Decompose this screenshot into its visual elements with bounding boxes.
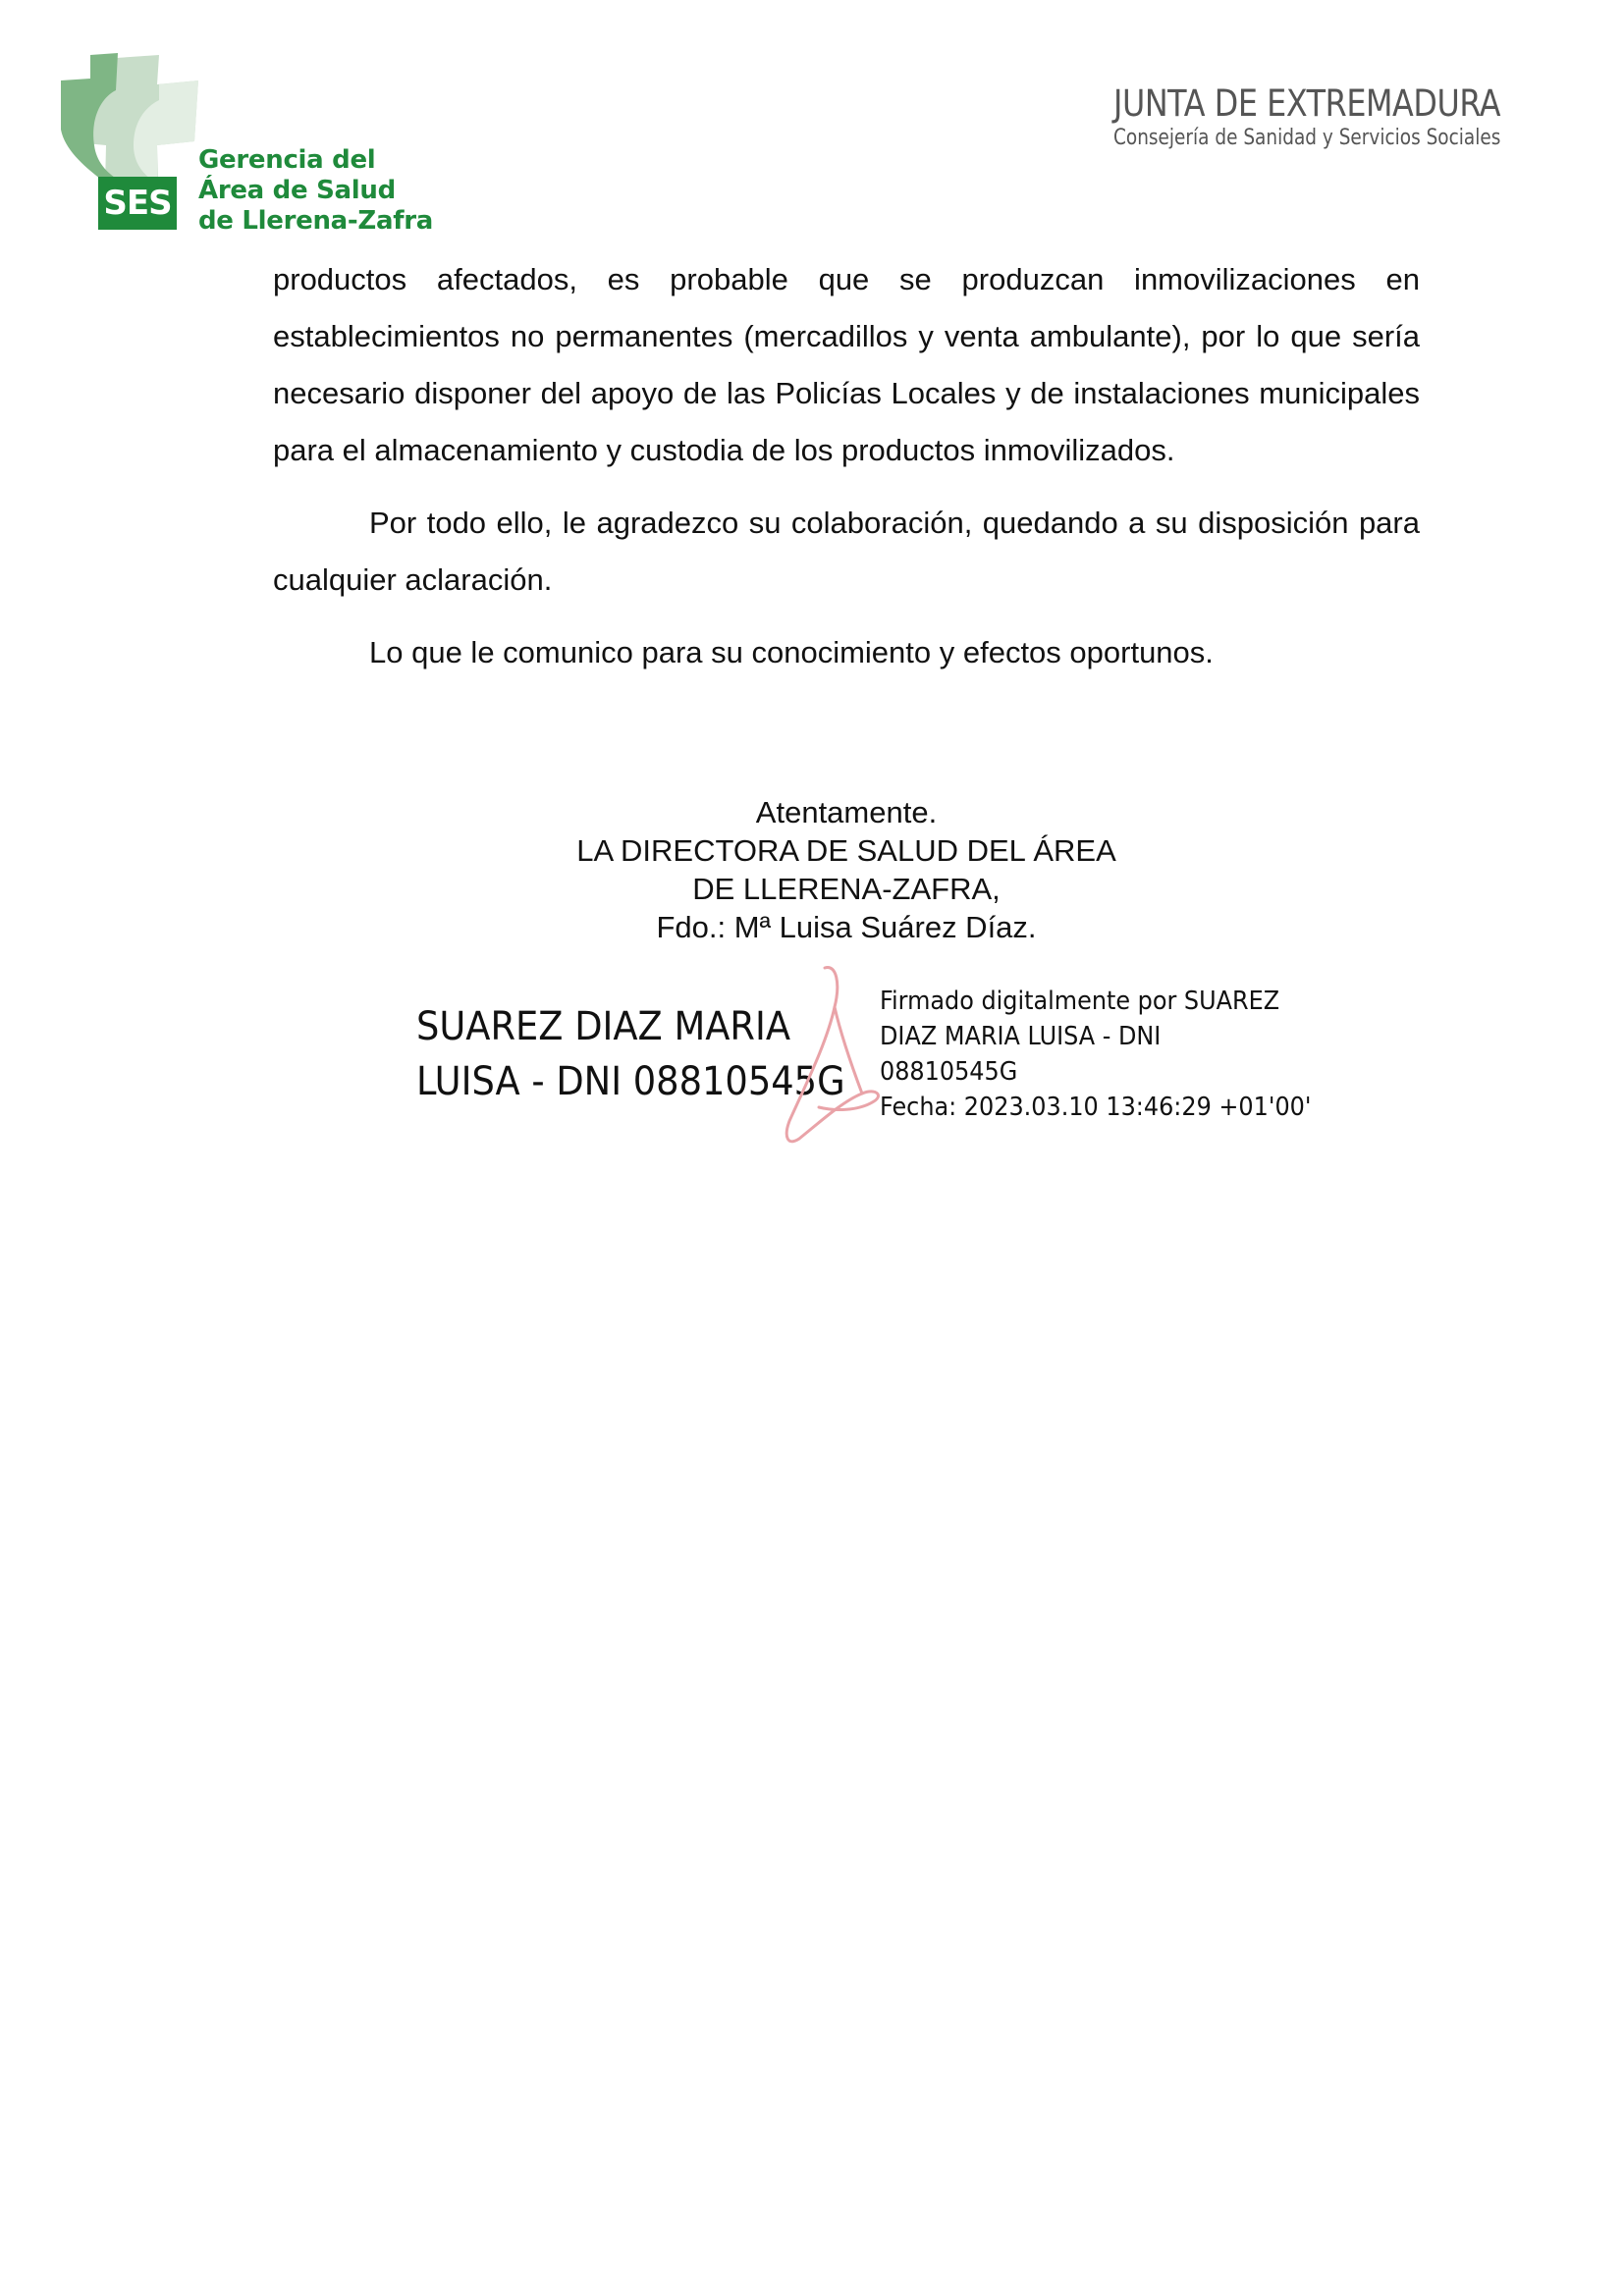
signature-detail-line: Firmado digitalmente por SUAREZ [880, 987, 1280, 1016]
signature-name-line-2: LUISA - DNI 08810545G [416, 1059, 845, 1104]
digital-signature [416, 964, 1320, 1150]
ses-line-2: Área de Salud [198, 176, 396, 205]
ses-logo [61, 51, 454, 238]
closing-block [273, 793, 1420, 946]
junta-subtitle: Consejería de Sanidad y Servicios Sociales [1113, 126, 1501, 150]
ses-organization-name [198, 145, 463, 237]
body-paragraph: productos afectados, es probable que se produzcan inmovilizaciones en establecimientos no permanentes (mercadillos y venta ambulante), por lo que sería necesario disponer del apoyo de las Policías Locales y de instalaciones municipales para el almacenamiento y custodia de los productos inmovilizados. [273, 262, 1420, 467]
signature-name-line-1: SUAREZ DIAZ MARIA [416, 1004, 790, 1049]
signature-detail-line: 08810545G [880, 1057, 1018, 1087]
signature-date: Fecha: 2023.03.10 13:46:29 +01'00' [880, 1093, 1312, 1122]
junta-logo [1113, 84, 1526, 153]
junta-title: JUNTA DE EXTREMADURA [1113, 82, 1501, 125]
adobe-signature-mark-icon [780, 964, 888, 1150]
closing-salutation: Atentamente. [755, 795, 938, 829]
signature-detail-line: DIAZ MARIA LUISA - DNI [880, 1022, 1162, 1051]
body-paragraph: Por todo ello, le agradezco su colaboración, quedando a su disposición para cualquier aclaración. [273, 506, 1420, 597]
signature-details [880, 984, 1311, 1125]
ses-line-3: de Llerena-Zafra [198, 206, 433, 236]
closing-signed-by: Fdo.: Mª Luisa Suárez Díaz. [656, 910, 1037, 944]
closing-title-line-1: LA DIRECTORA DE SALUD DEL ÁREA [576, 833, 1116, 868]
letter-body [273, 251, 1420, 697]
body-paragraph: Lo que le comunico para su conocimiento y efectos oportunos. [369, 635, 1214, 669]
ses-badge: SES [98, 177, 177, 230]
ses-line-1: Gerencia del [198, 145, 376, 175]
closing-title-line-2: DE LLERENA-ZAFRA, [692, 872, 1001, 906]
